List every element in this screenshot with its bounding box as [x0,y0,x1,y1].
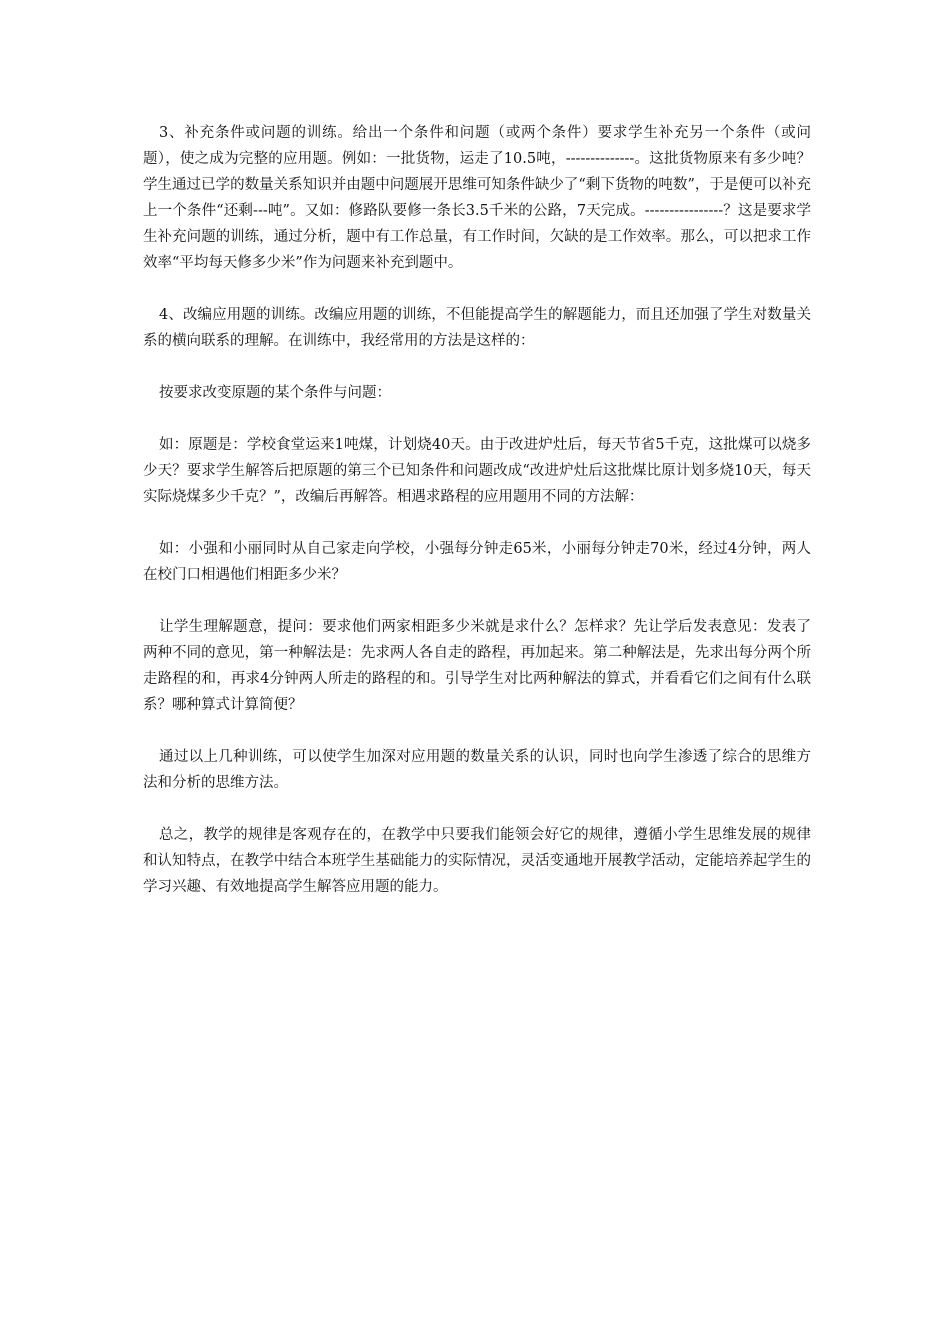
paragraph-adapt-training: 4、改编应用题的训练。改编应用题的训练，不但能提高学生的解题能力，而且还加强了学生对数量关系的横向联系的理解。在训练中，我经常用的方法是这样的： [143,307,811,349]
paragraph-change-conditions: 按要求改变原题的某个条件与问题： [159,385,391,401]
paragraph-two-solutions: 让学生理解题意，提问：要求他们两家相距多少米就是求什么？怎样求？先让学后发表意见：发表了两种不同的意见，第一种解法是：先求两人各自走的路程，再加起来。第二种解法是，先求出每分两个所走路程的和，再求4分钟两人所走的路程的和。引导学生对比两种解法的算式，并看看它们之间有什么联系？哪种算式计算简便？ [143,619,811,713]
paragraph-supplement-training: 3、补充条件或问题的训练。给出一个条件和问题（或两个条件）要求学生补充另一个条件（或问题），使之成为完整的应用题。例如：一批货物，运走了10.5吨，--------------。这批货物原来有多少吨？学生通过已学的数量关系知识并由题中问题展开思维可知条件缺少了“剩下货物的吨数”，于是便可以补充上一个条件“还剩---吨”。又如：修路队要修一条长3.5千米的公路，7天完成。----------------？这是要求学生补充问题的训练，通过分析，题中有工作总量，有工作时间，欠缺的是工作效率。那么，可以把求工作效率“平均每天修多少米”作为问题来补充到题中。 [143,125,811,271]
paragraph-coal-example: 如：原题是：学校食堂运来1吨煤，计划烧40天。由于改进炉灶后，每天节省5千克，这批煤可以烧多少天？要求学生解答后把原题的第三个已知条件和问题改成“改进炉灶后这批煤比原计划多烧10天，每天实际烧煤多少千克？”，改编后再解答。相遇求路程的应用题用不同的方法解： [143,437,811,505]
paragraph-meeting-example: 如：小强和小丽同时从自己家走向学校，小强每分钟走65米，小丽每分钟走70米，经过4分钟，两人在校门口相遇他们相距多少米？ [143,541,811,583]
paragraph-conclusion: 总之，教学的规律是客观存在的，在教学中只要我们能领会好它的规律，遵循小学生思维发展的规律和认知特点，在教学中结合本班学生基础能力的实际情况，灵活变通地开展教学活动，定能培养起学生的学习兴趣、有效地提高学生解答应用题的能力。 [143,827,811,895]
document-page [143,120,811,926]
paragraph-training-effect: 通过以上几种训练，可以使学生加深对应用题的数量关系的认识，同时也向学生渗透了综合的思维方法和分析的思维方法。 [143,749,811,791]
